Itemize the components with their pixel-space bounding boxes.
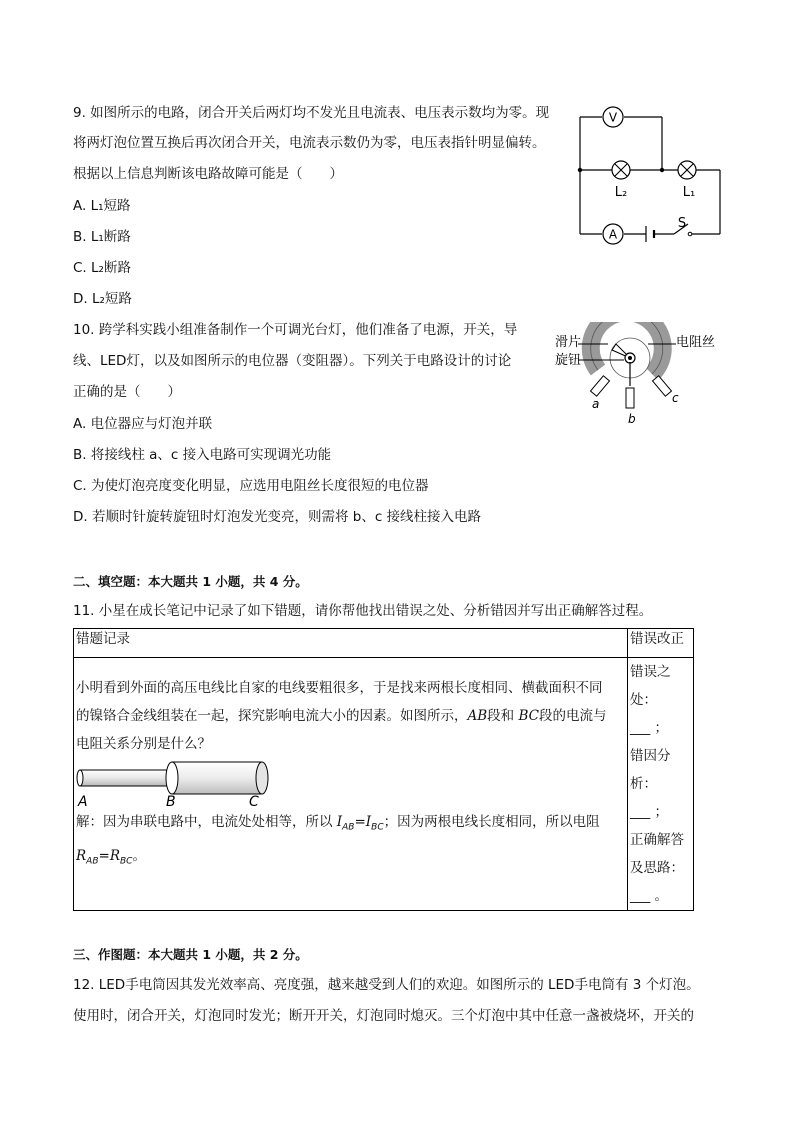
terminal-c-icon — [653, 376, 672, 396]
knob-label: 旋钮 — [555, 353, 582, 368]
correction-line-5: 析： — [630, 776, 657, 792]
point-b-label: B — [166, 794, 176, 808]
correction-line-1: 错误之 — [630, 664, 671, 680]
slider-label: 滑片 — [555, 335, 582, 350]
q9-option-a: A. L₁短路 — [73, 198, 131, 214]
svg-text:A: A — [608, 227, 618, 242]
lamp-l2-icon — [612, 161, 630, 179]
lamp-l1-icon — [678, 161, 696, 179]
q9-option-b: B. L₁断路 — [73, 229, 131, 245]
terminal-a-icon — [591, 376, 610, 396]
section-2-heading: 二、填空题：本大题共 1 小题，共 4 分。 — [73, 574, 308, 589]
correction-line-9: ___ 。 — [630, 888, 669, 904]
q12-line-2: 使用时，闭合开关，灯泡同时发光；断开开关，灯泡同时熄灭。三个灯泡中其中任意一盏被烧坏，开关的 — [73, 1008, 694, 1024]
error-record-table — [73, 628, 694, 911]
table-header-left: 错题记录 — [74, 629, 628, 658]
voltmeter-icon — [603, 107, 623, 127]
terminal-c-label: c — [672, 391, 679, 405]
q10-option-b: B. 将接线柱 a、c 接入电路可实现调光功能 — [73, 447, 332, 463]
q10-option-a: A. 电位器应与灯泡并联 — [73, 416, 213, 432]
terminal-b-icon — [626, 388, 634, 408]
q10-line-3: 正确的是（ ） — [73, 384, 181, 400]
lamp-l1-label: L₁ — [682, 185, 696, 200]
q11-stem: 11. 小星在成长笔记中记录了如下错题，请你帮他找出错误之处、分析错因并写出正确解答过程。 — [73, 603, 653, 619]
correction-line-7: 正确解答 — [630, 832, 684, 848]
q11-solution-line-2: $R_{AB}=R_{BC}$。 — [76, 847, 146, 867]
terminal-b-label: b — [628, 412, 636, 426]
ammeter-icon — [603, 224, 623, 244]
battery-icon — [646, 226, 654, 242]
terminal-a-label: a — [592, 397, 600, 411]
q9-option-d: D. L₂短路 — [73, 291, 132, 307]
correction-line-8: 及思路： — [630, 860, 684, 876]
correction-line-3: ___ ； — [630, 720, 669, 736]
error-record-cell — [74, 658, 628, 911]
q10-line-2: 线、LED灯，以及如图所示的电位器（变阻器）。下列关于电路设计的讨论 — [73, 353, 512, 369]
wire-label: 电阻丝 — [676, 335, 716, 350]
switch-icon — [688, 232, 692, 236]
point-c-label: C — [249, 794, 259, 808]
q9-option-c: C. L₂断路 — [73, 260, 131, 276]
q10-option-c: C. 为使灯泡亮度变化明显，应选用电阻丝长度很短的电位器 — [73, 478, 429, 494]
correction-cell — [628, 658, 694, 911]
point-a-label: A — [78, 794, 88, 808]
correction-line-6: ___ ； — [630, 804, 669, 820]
q11-body-line-2: 的镍铬合金线组装在一起，探究影响电流大小的因素。如图所示，AB段和 BC段的电流与 — [76, 708, 607, 724]
q11-body-line-1: 小明看到外面的高压电线比自家的电线要粗很多，于是找来两根长度相同、横截面积不同 — [76, 680, 603, 696]
q9-line-3: 根据以上信息判断该电路故障可能是（ ） — [73, 166, 343, 182]
q11-body-line-3: 电阻关系分别是什么？ — [76, 736, 211, 752]
potentiometer-diagram — [548, 322, 723, 430]
switch-label: S — [677, 216, 687, 231]
q12-line-1: 12. LED手电筒因其发光效率高、亮度强，越来越受到人们的欢迎。如图所示的 LED手电筒有 3 个灯泡。 — [73, 977, 700, 993]
q9-line-1: 9. 如图所示的电路，闭合开关后两灯均不发光且电流表、电压表示数均为零。现 — [73, 105, 550, 121]
q10-option-d: D. 若顺时针旋转旋钮时灯泡发光变亮，则需将 b、c 接线柱接入电路 — [73, 509, 482, 525]
wire-figure — [76, 758, 276, 808]
lamp-l2-label: L₂ — [614, 185, 628, 200]
q9-line-2: 将两灯泡位置互换后再次闭合开关，电流表示数仍为零，电压表指针明显偏转。 — [73, 135, 546, 151]
q10-line-1: 10. 跨学科实践小组准备制作一个可调光台灯，他们准备了电源，开关，导 — [73, 322, 518, 338]
q11-solution-line-1: 解：因为串联电路中，电流处处相等，所以 $I_{AB}=I_{BC}$；因为两根电线长度相同，所以电阻 — [76, 814, 600, 833]
correction-line-2: 处： — [630, 692, 657, 708]
table-header-right: 错误改正 — [628, 629, 694, 658]
q9-circuit-diagram — [572, 100, 732, 250]
correction-line-4: 错因分 — [630, 748, 671, 764]
section-3-heading: 三、作图题：本大题共 1 小题，共 2 分。 — [73, 947, 308, 962]
svg-text:V: V — [608, 110, 618, 125]
